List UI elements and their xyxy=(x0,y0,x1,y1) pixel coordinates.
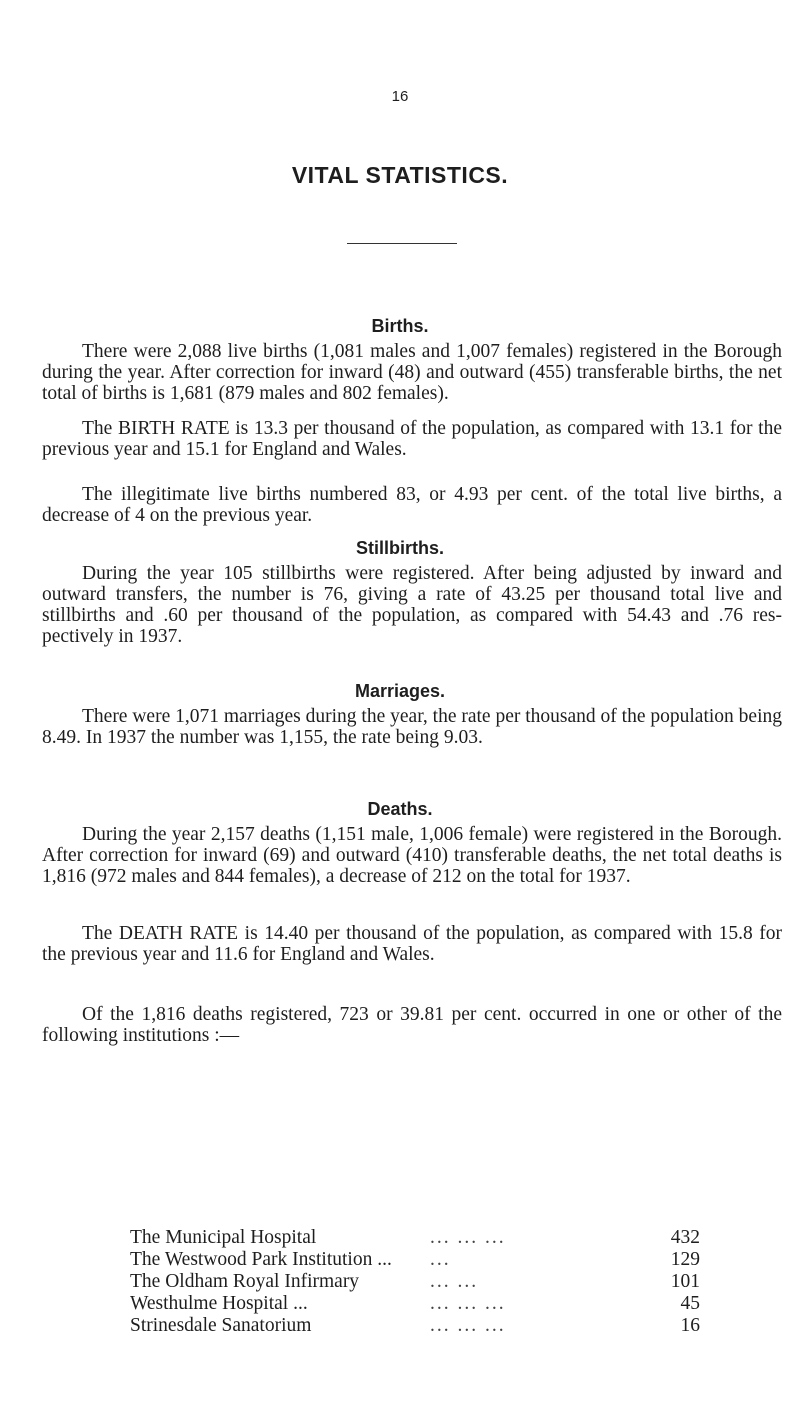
institution-death-count: 101 xyxy=(670,1271,700,1292)
institution-name: The Oldham Royal Infirmary xyxy=(130,1271,360,1292)
institution-row xyxy=(130,1227,710,1249)
leader-dots: ... ... ... xyxy=(430,1293,506,1314)
deaths-heading: Deaths. xyxy=(367,799,433,819)
institution-row xyxy=(130,1249,710,1271)
deaths-paragraph-2: The DEATH RATE is 14.40 per thousand of the population, as compared with 15.8 for the previous year and 11.6 for England and Wales. xyxy=(42,923,782,965)
institution-death-count: 129 xyxy=(670,1249,700,1270)
births-heading: Births. xyxy=(371,316,429,336)
institution-name: The Westwood Park Institution ... xyxy=(130,1249,392,1270)
institution-death-count: 432 xyxy=(670,1227,700,1248)
institution-name: Westhulme Hospital ... xyxy=(130,1293,308,1314)
stillbirths-heading: Stillbirths. xyxy=(355,538,444,558)
page-title: VITAL STATISTICS. xyxy=(291,162,509,188)
marriages-paragraph: There were 1,071 marriages during the year, the rate per thousand of the population being 8.49. In 1937 the number was 1,155, the rate being 9.03. xyxy=(42,706,782,748)
births-paragraph-3: The illegitimate live births numbered 83, or 4.93 per cent. of the total live births, a decrease of 4 on the previous year. xyxy=(42,484,782,526)
births-paragraph-1: There were 2,088 live births (1,081 males and 1,007 females) registered in the Borough during the year. After correction for inward (48) and outward (455) transferable births, the net total of births is 1,681 (879 males and 802 females). xyxy=(42,341,782,404)
institution-name: Strinesdale Sanatorium xyxy=(130,1315,312,1336)
leader-dots: ... ... ... xyxy=(430,1227,506,1248)
institutions-list xyxy=(130,1227,710,1337)
deaths-paragraph-1: During the year 2,157 deaths (1,151 male, 1,006 female) were registered in the Borough. After correction for inward (69) and outward (410) transferable deaths, the net total deaths is 1,816 (972 males and 844 females), a decrease of 212 on the total for 1937. xyxy=(42,824,782,887)
marriages-heading: Marriages. xyxy=(354,681,446,701)
births-paragraph-2: The BIRTH RATE is 13.3 per thousand of the population, as compared with 13.1 for the previous year and 15.1 for England and Wales. xyxy=(42,418,782,460)
leader-dots: ... ... xyxy=(430,1271,479,1292)
institution-death-count: 16 xyxy=(680,1315,700,1336)
title-divider xyxy=(347,243,457,244)
leader-dots: ... xyxy=(430,1249,451,1270)
stillbirths-paragraph: During the year 105 stillbirths were registered. After being adjusted by inward and outward transfers, the number is 76, giving a rate of 43.25 per thousand total live and stillbirths and .60 per thousand of the population, as compared with 54.43 and .76 res- pectively in 1937. xyxy=(42,563,782,647)
deaths-paragraph-3: Of the 1,816 deaths registered, 723 or 39.81 per cent. occurred in one or other of the following institutions :— xyxy=(42,1004,782,1046)
institution-row xyxy=(130,1293,710,1315)
institution-row xyxy=(130,1271,710,1293)
leader-dots: ... ... ... xyxy=(430,1315,506,1336)
institution-row xyxy=(130,1315,710,1337)
institution-death-count: 45 xyxy=(680,1293,700,1314)
page-number: 16 xyxy=(391,88,409,105)
institution-name: The Municipal Hospital xyxy=(130,1227,317,1248)
